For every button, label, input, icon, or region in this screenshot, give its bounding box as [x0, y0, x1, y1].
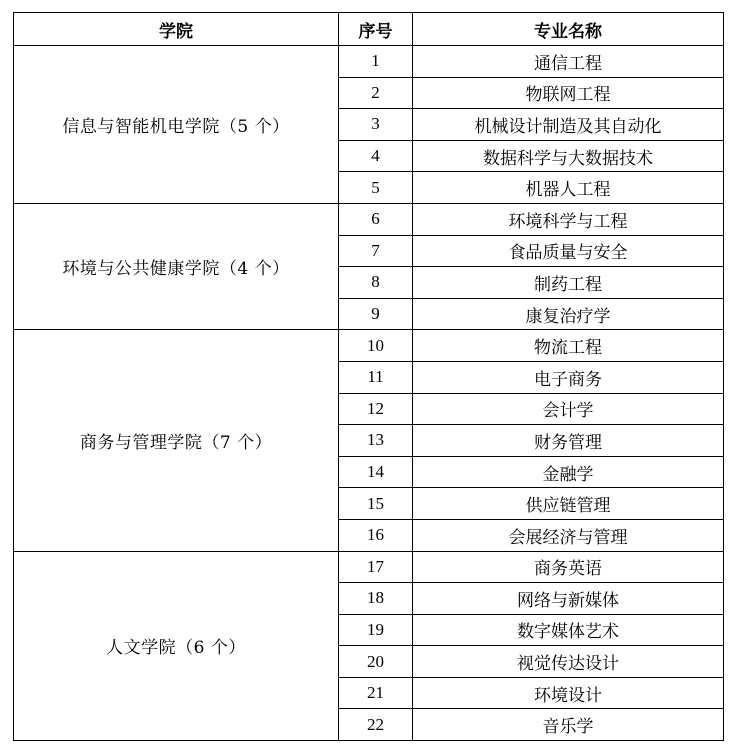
seq-cell: 7 [339, 235, 413, 267]
table-row [14, 330, 724, 362]
header-row [14, 13, 724, 46]
seq-cell: 13 [339, 425, 413, 457]
major-cell: 通信工程 [413, 46, 724, 78]
major-cell: 环境设计 [413, 677, 724, 709]
college-cell: 环境与公共健康学院（4 个） [14, 203, 339, 329]
major-cell: 物联网工程 [413, 77, 724, 109]
seq-cell: 5 [339, 172, 413, 204]
header-seq: 序号 [339, 13, 413, 46]
major-cell: 制药工程 [413, 267, 724, 299]
table-row [14, 203, 724, 235]
college-cell: 信息与智能机电学院（5 个） [14, 46, 339, 204]
seq-cell: 1 [339, 46, 413, 78]
major-cell: 供应链管理 [413, 488, 724, 520]
seq-cell: 2 [339, 77, 413, 109]
seq-cell: 9 [339, 298, 413, 330]
seq-cell: 16 [339, 519, 413, 551]
college-cell: 商务与管理学院（7 个） [14, 330, 339, 551]
major-table [13, 12, 724, 741]
major-cell: 康复治疗学 [413, 298, 724, 330]
major-cell: 金融学 [413, 456, 724, 488]
major-cell: 环境科学与工程 [413, 203, 724, 235]
college-cell: 人文学院（6 个） [14, 551, 339, 741]
major-cell: 视觉传达设计 [413, 646, 724, 678]
major-cell: 数字媒体艺术 [413, 614, 724, 646]
table-row [14, 551, 724, 583]
seq-cell: 4 [339, 140, 413, 172]
seq-cell: 12 [339, 393, 413, 425]
major-cell: 数据科学与大数据技术 [413, 140, 724, 172]
major-cell: 物流工程 [413, 330, 724, 362]
seq-cell: 8 [339, 267, 413, 299]
seq-cell: 11 [339, 361, 413, 393]
major-cell: 商务英语 [413, 551, 724, 583]
major-cell: 食品质量与安全 [413, 235, 724, 267]
seq-cell: 21 [339, 677, 413, 709]
major-cell: 会展经济与管理 [413, 519, 724, 551]
header-major: 专业名称 [413, 13, 724, 46]
seq-cell: 18 [339, 583, 413, 615]
seq-cell: 20 [339, 646, 413, 678]
seq-cell: 10 [339, 330, 413, 362]
seq-cell: 3 [339, 109, 413, 141]
seq-cell: 17 [339, 551, 413, 583]
seq-cell: 6 [339, 203, 413, 235]
major-cell: 机器人工程 [413, 172, 724, 204]
major-cell: 财务管理 [413, 425, 724, 457]
major-cell: 电子商务 [413, 361, 724, 393]
seq-cell: 15 [339, 488, 413, 520]
header-college: 学院 [14, 13, 339, 46]
seq-cell: 22 [339, 709, 413, 741]
table-row [14, 46, 724, 78]
seq-cell: 19 [339, 614, 413, 646]
major-cell: 会计学 [413, 393, 724, 425]
major-cell: 机械设计制造及其自动化 [413, 109, 724, 141]
major-cell: 网络与新媒体 [413, 583, 724, 615]
major-cell: 音乐学 [413, 709, 724, 741]
seq-cell: 14 [339, 456, 413, 488]
